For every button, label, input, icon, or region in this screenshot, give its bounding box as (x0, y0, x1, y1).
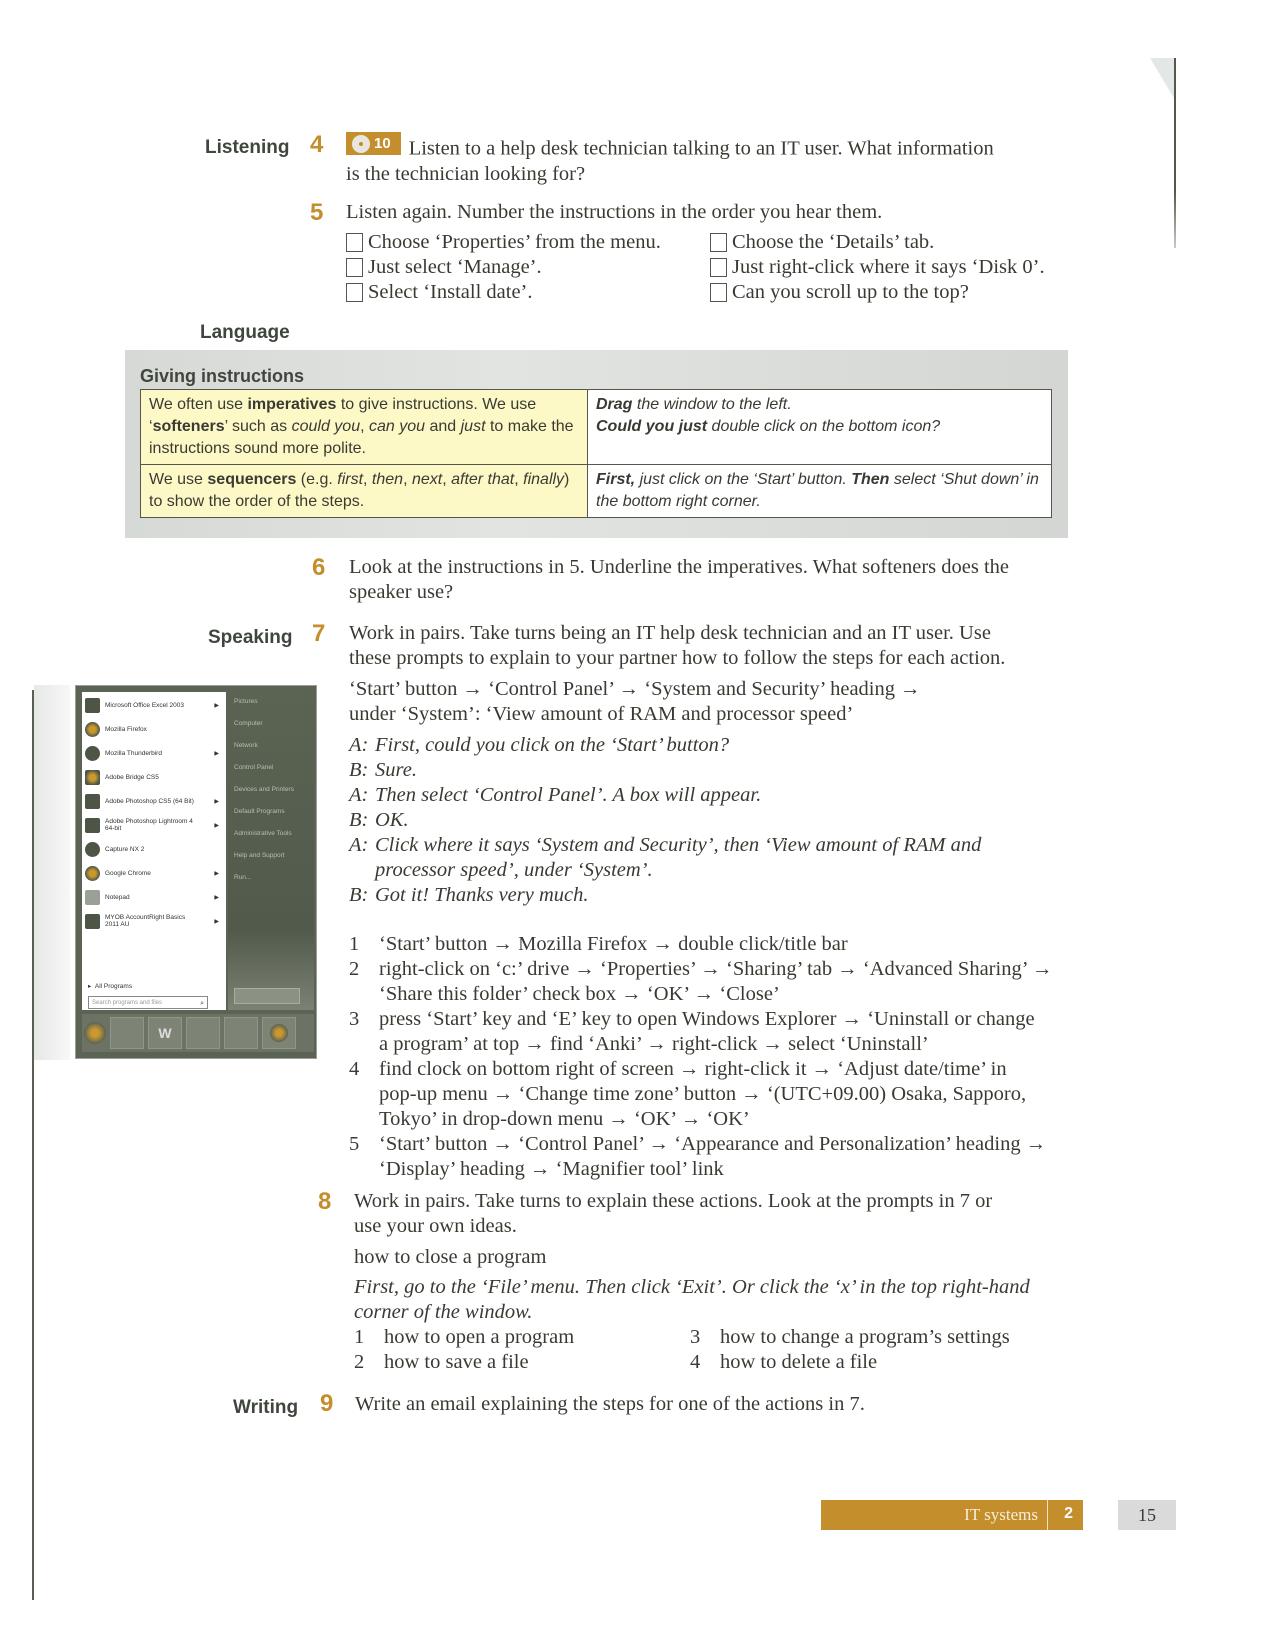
start-menu-place[interactable]: Devices and Printers (234, 786, 294, 793)
start-menu-screenshot (75, 685, 317, 1059)
checklist-item (710, 280, 1045, 305)
start-menu-search-input[interactable]: Search programs and files ⌕ (88, 996, 208, 1009)
taskbar (82, 1014, 314, 1052)
start-orb-icon[interactable] (84, 1022, 106, 1044)
cd-icon (352, 135, 370, 153)
dialogue-line: B: OK. (349, 809, 409, 831)
start-menu-item[interactable]: Adobe Photoshop CS5 (64 Bit) ▶ (85, 790, 223, 812)
exercise-4-line1: Listen to a help desk technician talking to an IT user. What information (408, 137, 994, 160)
rule-sequencers: We use sequencers (e.g. first, then, next, after that, finally) to show the order of the steps. (141, 465, 588, 518)
action-item: 2 how to save a file (354, 1351, 529, 1373)
lightroom-icon (85, 818, 100, 833)
prompt-item: 1 ‘Start’ button → Mozilla Firefox → double click/title bar (349, 933, 848, 955)
example-title: how to close a program (354, 1246, 547, 1268)
unit-number: 2 (1064, 1505, 1073, 1522)
prompt-item: 5 ‘Start’ button → ‘Control Panel’ → ‘Appearance and Personalization’ heading → ‘Display’ heading → ‘Magnifier tool’ link (349, 1133, 1047, 1180)
actions-list (354, 1325, 1084, 1375)
example-answer: First, go to the ‘File’ menu. Then click ‘Exit’. Or click the ‘x’ in the top right-hand corner of the window. (354, 1276, 1030, 1323)
taskbar-word-icon[interactable]: W (148, 1017, 182, 1049)
page-edge-right (1174, 58, 1176, 248)
exercise-5-left-column (346, 230, 661, 305)
action-item: 4 how to delete a file (690, 1351, 878, 1373)
exercise-4-line2: is the technician looking for? (346, 162, 586, 185)
chrome-icon (85, 866, 100, 881)
example-imperatives: Drag the window to the left. Could you just double click on the bottom icon? (588, 390, 1052, 465)
checkbox[interactable] (346, 258, 363, 277)
exercise-8-line1: Work in pairs. Take turns to explain these actions. Look at the prompts in 7 or (354, 1190, 993, 1212)
checklist-item (346, 230, 661, 255)
exercise-number-9: 9 (320, 1390, 334, 1417)
exercise-number-5: 5 (310, 199, 324, 226)
start-menu-item[interactable]: Notepad ▶ (85, 886, 223, 908)
checklist-item (346, 255, 661, 280)
dialogue-line: A: Click where it says ‘System and Security’, then ‘View amount of RAM and processor speed’, under ‘System’. (349, 834, 982, 881)
footer-divider (1047, 1500, 1048, 1530)
exercise-number-6: 6 (312, 554, 326, 581)
photoshop-icon (85, 794, 100, 809)
capture-nx-icon (85, 842, 100, 857)
start-menu-place[interactable]: Default Programs (234, 808, 285, 815)
page-edge-left (32, 690, 34, 1600)
start-menu-place[interactable]: Control Panel (234, 764, 274, 771)
submenu-arrow-icon: ▶ (214, 798, 219, 805)
start-menu-place[interactable]: Pictures (234, 698, 258, 705)
taskbar-app-icon[interactable] (224, 1017, 258, 1049)
exercise-5-instruction: Listen again. Number the instructions in the order you hear them. (346, 201, 883, 223)
exercise-4 (346, 132, 1066, 187)
checklist-item-label: Just right-click where it says ‘Disk 0’. (732, 256, 1045, 278)
exercise-6 (349, 555, 1009, 605)
search-icon: ⌕ (200, 1000, 204, 1007)
checkbox[interactable] (710, 283, 727, 302)
language-table-row (141, 465, 1052, 518)
start-menu-places-pane (228, 692, 314, 1010)
exercise-5-right-column (710, 230, 1045, 305)
exercise-number-8: 8 (318, 1188, 332, 1215)
checkbox[interactable] (710, 258, 727, 277)
action-item: 1 how to open a program (354, 1326, 575, 1348)
page-fold (1150, 58, 1174, 98)
checklist-item-label: Choose the ‘Details’ tab. (732, 231, 935, 253)
exercise-7-line1: Work in pairs. Take turns being an IT help desk technician and an IT user. Use (349, 622, 991, 644)
exercise-8-line2: use your own ideas. (354, 1215, 517, 1237)
prompt-item: 4 find clock on bottom right of screen → right-click it → ‘Adjust date/time’ in pop-up menu → ‘Change time zone’ button → ‘(UTC+09.00) Osaka, Sapporo, Tokyo’ in drop-down menu → ‘OK’ → ‘OK’ (349, 1058, 1027, 1130)
dialogue-line: A: First, could you click on the ‘Start’ button? (349, 734, 730, 756)
exercise-7 (349, 621, 1089, 1182)
section-label-language: Language (200, 322, 290, 343)
example-prompt-line1: ‘Start’ button → ‘Control Panel’ → ‘System and Security’ heading → (349, 678, 921, 700)
start-menu-place[interactable]: Administrative Tools (234, 830, 292, 837)
shutdown-button[interactable] (234, 988, 300, 1004)
start-menu-item[interactable]: Adobe Bridge CS5 (85, 766, 223, 788)
start-menu-item[interactable]: Mozilla Firefox (85, 718, 223, 740)
dialogue-line: A: Then select ‘Control Panel’. A box will appear. (349, 784, 762, 806)
unit-title: IT systems (964, 1505, 1038, 1524)
dialogue (349, 733, 1089, 908)
language-box-title: Giving instructions (140, 366, 305, 386)
checkbox[interactable] (710, 233, 727, 252)
start-menu-place[interactable]: Run... (234, 874, 252, 881)
section-label-listening: Listening (205, 137, 290, 158)
bridge-icon (85, 770, 100, 785)
prompt-item: 2 right-click on ‘c:’ drive → ‘Properties’ → ‘Sharing’ tab → ‘Advanced Sharing’ → ‘Share this folder’ check box → ‘OK’ → ‘Close’ (349, 958, 1053, 1005)
submenu-arrow-icon: ▶ (214, 702, 219, 709)
page-edge-shadow (34, 685, 70, 1060)
start-menu-place[interactable]: Computer (234, 720, 263, 727)
exercise-number-7: 7 (312, 620, 326, 647)
dialogue-line: B: Sure. (349, 759, 417, 781)
notepad-icon (85, 890, 100, 905)
start-menu-place[interactable]: Network (234, 742, 258, 749)
rule-imperatives: We often use imperatives to give instructions. We use ‘softeners’ such as could you, can you and just to make the instructions sound more polite. (141, 390, 588, 465)
start-menu-programs-pane (82, 692, 226, 1010)
exercise-7-line2: these prompts to explain to your partner how to follow the steps for each action. (349, 647, 1006, 669)
submenu-arrow-icon: ▶ (214, 870, 219, 877)
thunderbird-icon (85, 746, 100, 761)
checkbox[interactable] (346, 233, 363, 252)
start-menu-item[interactable]: MYOB AccountRight Basics 2011 AU ▶ (85, 910, 223, 932)
checklist-item (346, 280, 661, 305)
exercise-8 (354, 1189, 1084, 1375)
checklist-item-label: Just select ‘Manage’. (368, 256, 542, 278)
taskbar-explorer-icon[interactable] (110, 1017, 144, 1049)
audio-track-badge[interactable] (346, 132, 401, 155)
checkbox[interactable] (346, 283, 363, 302)
section-label-writing: Writing (233, 1397, 299, 1418)
section-label-speaking: Speaking (208, 627, 293, 648)
start-menu-item[interactable]: Microsoft Office Excel 2003 ▶ (85, 694, 223, 716)
unit-footer (821, 1500, 1083, 1530)
firefox-icon (85, 722, 100, 737)
all-programs-link[interactable]: ▸ All Programs (88, 983, 133, 990)
example-prompt-line2: under ‘System’: ‘View amount of RAM and processor speed’ (349, 703, 854, 725)
dialogue-line: B: Got it! Thanks very much. (349, 884, 589, 906)
checklist-item-label: Choose ‘Properties’ from the menu. (368, 231, 661, 253)
submenu-arrow-icon: ▶ (214, 822, 219, 829)
exercise-number-4: 4 (310, 131, 324, 158)
start-menu-item[interactable]: Adobe Photoshop Lightroom 4 64-bit ▶ (85, 814, 223, 836)
audio-track-number: 10 (374, 135, 391, 152)
submenu-arrow-icon: ▶ (214, 894, 219, 901)
start-menu-item[interactable]: Capture NX 2 (85, 838, 223, 860)
submenu-arrow-icon: ▶ (214, 918, 219, 925)
start-menu-place[interactable]: Help and Support (234, 852, 285, 859)
start-menu-item[interactable]: Google Chrome ▶ (85, 862, 223, 884)
taskbar-app-icon[interactable] (186, 1017, 220, 1049)
page-number: 15 (1118, 1500, 1176, 1530)
taskbar-chrome-icon[interactable] (262, 1017, 296, 1049)
exercise-6-line1: Look at the instructions in 5. Underline the imperatives. What softeners does the (349, 556, 1010, 578)
checklist-item (710, 230, 1045, 255)
excel-icon (85, 698, 100, 713)
start-menu-item[interactable]: Mozilla Thunderbird ▶ (85, 742, 223, 764)
myob-icon (85, 914, 100, 929)
submenu-arrow-icon: ▶ (214, 750, 219, 757)
language-table (140, 389, 1052, 518)
prompts-list (349, 932, 1089, 1182)
prompt-item: 3 press ‘Start’ key and ‘E’ key to open Windows Explorer → ‘Uninstall or change a program’ at top → find ‘Anki’ → right-click → select ‘Uninstall’ (349, 1008, 1035, 1055)
checklist-item-label: Can you scroll up to the top? (732, 281, 969, 303)
action-item: 3 how to change a program’s settings (690, 1326, 1010, 1348)
example-sequencers: First, just click on the ‘Start’ button. Then select ‘Shut down’ in the bottom right corner. (588, 465, 1052, 518)
exercise-9: Write an email explaining the steps for one of the actions in 7. (355, 1393, 865, 1415)
exercise-6-line2: speaker use? (349, 581, 454, 603)
checklist-item (710, 255, 1045, 280)
checklist-item-label: Select ‘Install date’. (368, 281, 533, 303)
language-table-row (141, 390, 1052, 465)
